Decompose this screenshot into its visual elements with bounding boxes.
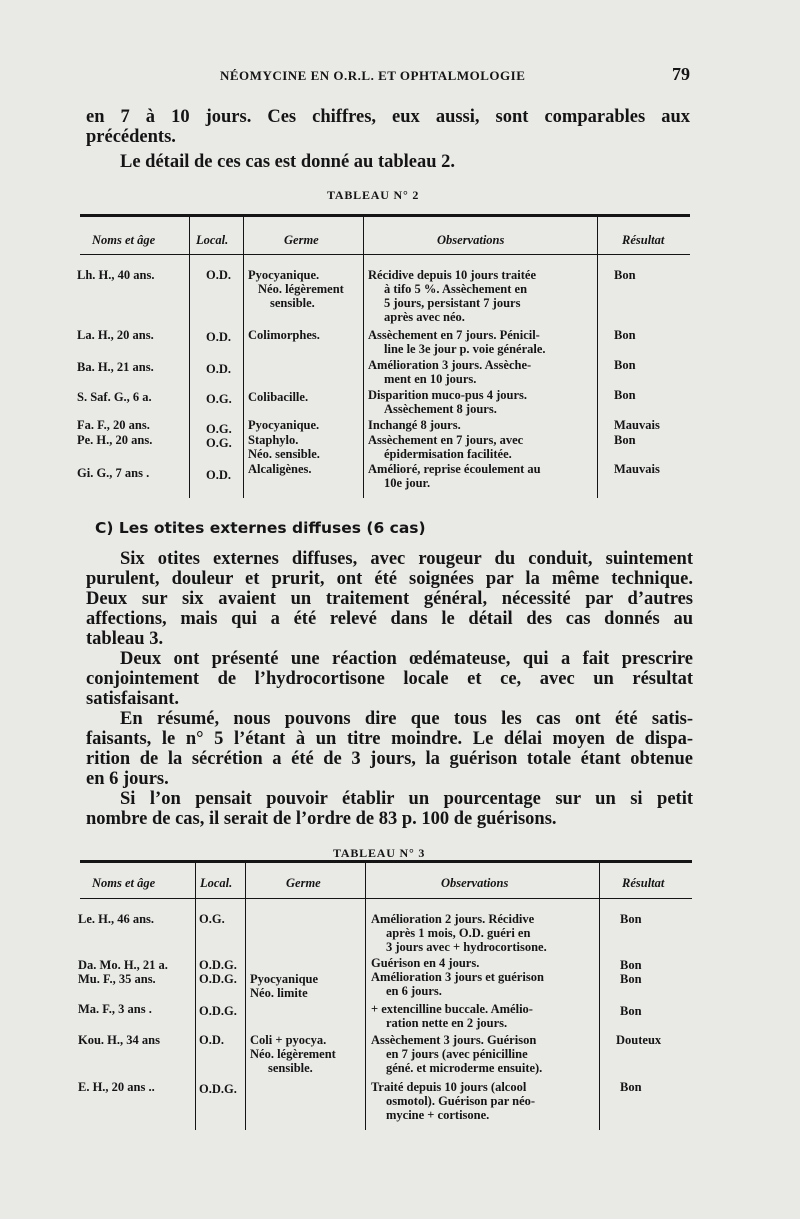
section-heading: C) Les otites externes diffuses (6 cas) [95,519,426,537]
paragraph-line: rition de la sécrétion a été de 3 jours, la guérison totale étant obtenue [86,749,693,769]
cell-name: Pe. H., 20 ans. [77,433,153,447]
paragraph-line: conjointement de l’hydrocortisone locale et ce, avec un résultat [86,669,693,689]
cell-local: O.G. [206,392,232,406]
column-header: Germe [286,876,321,890]
cell-germe: Coli + pyocya. [250,1033,327,1047]
cell-name: Fa. F., 20 ans. [77,418,150,432]
paragraph-line: affections, mais qui a été relevé dans le détail des cas donnés au [86,609,693,629]
cell-name: E. H., 20 ans .. [78,1080,155,1094]
cell-local: O.D. [206,362,231,376]
cell-name: S. Saf. G., 6 a. [77,390,152,404]
paragraph-line: En résumé, nous pouvons dire que tous les cas ont été satis- [120,709,693,729]
column-divider [363,216,364,498]
cell-obs: Assèchement en 7 jours. Pénicil- [368,328,540,342]
cell-local: O.D.G. [199,958,237,972]
cell-germe: Staphylo. [248,433,299,447]
cell-result: Bon [614,433,636,447]
cell-name: Lh. H., 40 ans. [77,268,155,282]
column-header: Local. [200,876,233,890]
cell-local: O.D. [206,268,231,282]
cell-obs: en 7 jours (avec pénicilline [386,1047,528,1061]
cell-result: Bon [614,388,636,402]
paragraph-line: Deux ont présenté une réaction œdémateuse, qui a fait prescrire [120,649,693,669]
cell-result: Bon [620,1080,642,1094]
paragraph-line: tableau 3. [86,629,164,649]
cell-obs: Assèchement en 7 jours, avec [368,433,524,447]
cell-result: Mauvais [614,418,660,432]
cell-result: Bon [620,912,642,926]
paragraph-line: nombre de cas, il serait de l’ordre de 83 p. 100 de guérisons. [86,809,557,829]
cell-obs: Assèchement 8 jours. [384,402,497,416]
paragraph-line: Si l’on pensait pouvoir établir un pourcentage sur un si petit [120,789,693,809]
cell-obs: Traité depuis 10 jours (alcool [371,1080,527,1094]
column-divider [365,862,366,1130]
column-header: Local. [196,233,229,247]
cell-obs: + extencilline buccale. Amélio- [371,1002,533,1016]
column-header: Résultat [622,233,665,247]
cell-local: O.G. [206,422,232,436]
table3-title: TABLEAU N° 3 [333,846,426,860]
column-header: Noms et âge [92,233,156,247]
cell-germe: Colimorphes. [248,328,320,342]
cell-germe: Néo. sensible. [248,447,320,461]
column-header: Résultat [622,876,665,890]
column-header: Observations [437,233,505,247]
paragraph-line: Deux sur six avaient un traitement général, nécessité par d’autres [86,589,693,609]
cell-result: Bon [614,358,636,372]
cell-germe: sensible. [268,1061,313,1075]
cell-germe: Pyocyanique. [248,418,320,432]
paragraph-line: en 7 à 10 jours. Ces chiffres, eux aussi, sont comparables aux [86,107,690,127]
cell-obs: Récidive depuis 10 jours traitée [368,268,537,282]
cell-name: Mu. F., 35 ans. [78,972,156,986]
cell-germe: Colibacille. [248,390,309,404]
cell-result: Bon [614,328,636,342]
cell-name: Ba. H., 21 ans. [77,360,154,374]
cell-obs: Inchangé 8 jours. [368,418,461,432]
table-rule [80,254,690,255]
cell-name: Kou. H., 34 ans [78,1033,160,1047]
cell-germe: Pyocyanique [250,972,319,986]
cell-result: Mauvais [614,462,660,476]
cell-local: O.D.G. [199,1004,237,1018]
cell-local: O.D. [199,1033,224,1047]
cell-obs: mycine + cortisone. [386,1108,490,1122]
cell-germe: Néo. limite [250,986,308,1000]
cell-obs: Amélioré, reprise écoulement au [368,462,541,476]
cell-local: O.D.G. [199,1082,237,1096]
cell-germe: sensible. [270,296,315,310]
cell-name: Le. H., 46 ans. [78,912,155,926]
paragraph-line: précédents. [86,127,176,147]
column-divider [195,862,196,1130]
cell-obs: ment en 10 jours. [384,372,477,386]
cell-obs: géné. et microderme ensuite). [386,1061,543,1075]
cell-germe: Alcaligènes. [248,462,312,476]
cell-obs: osmotol). Guérison par néo- [386,1094,536,1108]
cell-germe: Néo. légèrement [250,1047,336,1061]
cell-germe: Néo. légèrement [258,282,344,296]
table-rule [80,898,692,899]
cell-result: Bon [620,958,642,972]
cell-result: Douteux [616,1033,662,1047]
cell-obs: ration nette en 2 jours. [386,1016,508,1030]
cell-obs: Disparition muco-pus 4 jours. [368,388,528,402]
cell-name: Ma. F., 3 ans . [78,1002,152,1016]
page-number: 79 [672,64,690,84]
cell-obs: 5 jours, persistant 7 jours [384,296,521,310]
paragraph-line: Six otites externes diffuses, avec rougeur du conduit, suintement [120,549,693,569]
cell-name: La. H., 20 ans. [77,328,154,342]
table-rule [80,860,692,863]
cell-obs: après 1 mois, O.D. guéri en [386,926,531,940]
cell-obs: après avec néo. [384,310,465,324]
paragraph-line: Le détail de ces cas est donné au tableau 2. [120,152,456,172]
cell-local: O.D.G. [199,972,237,986]
column-header: Germe [284,233,319,247]
cell-obs: line le 3e jour p. voie générale. [384,342,546,356]
table2-title: TABLEAU N° 2 [327,188,420,202]
table-rule [80,214,690,217]
cell-obs: Amélioration 3 jours. Assèche- [368,358,532,372]
cell-local: O.D. [206,330,231,344]
cell-local: O.G. [206,436,232,450]
cell-local: O.D. [206,468,231,482]
cell-result: Bon [614,268,636,282]
cell-local: O.G. [199,912,225,926]
cell-obs: Assèchement 3 jours. Guérison [371,1033,537,1047]
cell-obs: 10e jour. [384,476,431,490]
cell-germe: Pyocyanique. [248,268,320,282]
cell-obs: 3 jours avec + hydrocortisone. [386,940,547,954]
paragraph-line: en 6 jours. [86,769,169,789]
column-divider [597,216,598,498]
column-header: Noms et âge [92,876,156,890]
cell-result: Bon [620,972,642,986]
column-divider [599,862,600,1130]
cell-obs: à tifo 5 %. Assèchement en [384,282,528,296]
paragraph-line: faisants, le n° 5 l’étant à un titre moindre. Le délai moyen de dispa- [86,729,693,749]
cell-obs: épidermisation facilitée. [384,447,512,461]
paragraph-line: purulent, douleur et prurit, ont été soignées par la même technique. [86,569,693,589]
cell-obs: en 6 jours. [386,984,442,998]
column-divider [243,216,244,498]
cell-name: Da. Mo. H., 21 a. [78,958,168,972]
column-divider [245,862,246,1130]
cell-obs: Amélioration 2 jours. Récidive [371,912,535,926]
cell-result: Bon [620,1004,642,1018]
paragraph-line: satisfaisant. [86,689,180,709]
column-header: Observations [441,876,509,890]
cell-name: Gi. G., 7 ans . [77,466,150,480]
cell-obs: Guérison en 4 jours. [371,956,480,970]
running-title: NÉOMYCINE EN O.R.L. ET OPHTALMOLOGIE [220,68,526,83]
cell-obs: Amélioration 3 jours et guérison [371,970,544,984]
column-divider [189,216,190,498]
